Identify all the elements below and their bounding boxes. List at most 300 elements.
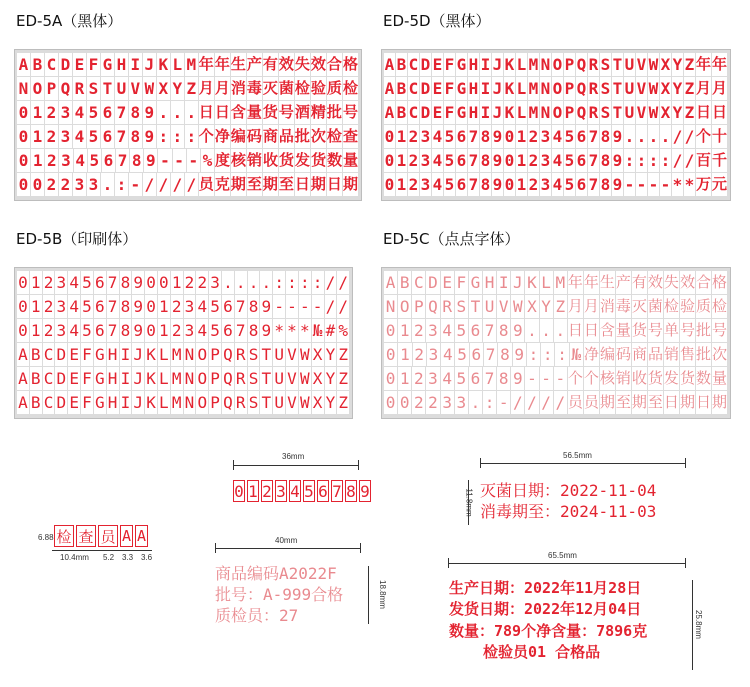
ed5b-glyph-cell: 2 xyxy=(43,319,55,342)
ed5d-glyph-cell: G xyxy=(456,101,467,124)
ed5d-glyph-cell: E xyxy=(432,101,443,124)
inspector-strip xyxy=(54,525,150,547)
inspector-box: 检 xyxy=(54,525,74,547)
ed5b-glyph-cell: W xyxy=(299,391,311,414)
ed5a-glyph-cell: 酒 xyxy=(295,101,310,124)
ed5b-glyph-cell: W xyxy=(299,367,311,390)
ed5a-glyph-cell: 查 xyxy=(343,125,358,148)
ed5c-glyph-cell: 2 xyxy=(412,367,425,390)
ed5c-glyph-cell: T xyxy=(469,295,482,318)
ed5a-glyph-cell: 消 xyxy=(231,77,246,100)
ed5b-glyph-cell: 3 xyxy=(184,319,196,342)
digit-box: 0 xyxy=(234,481,244,501)
ed5b-glyph-cell: % xyxy=(337,319,349,342)
inspector-box: 查 xyxy=(76,525,96,547)
ed5d-glyph-cell: V xyxy=(636,77,647,100)
ed5b-glyph-cell: Z xyxy=(337,367,349,390)
ed5a-glyph-cell: 期 xyxy=(343,173,358,196)
ed5d-glyph-cell: * xyxy=(684,173,695,196)
ed5d-glyph-cell: 7 xyxy=(588,125,599,148)
ed5c-glyph-cell: : xyxy=(555,343,568,366)
ed5a-glyph-cell: R xyxy=(73,77,86,100)
ed5c-title: ED-5C（点点字体） xyxy=(383,230,520,248)
ed5b-glyph-cell: 0 xyxy=(17,271,29,294)
ed5d-glyph-cell: L xyxy=(516,77,527,100)
ed5a-glyph-cell: 1 xyxy=(31,125,44,148)
ed5b-glyph-cell: A xyxy=(17,391,29,414)
ed5d-glyph-cell: / xyxy=(672,149,683,172)
dim-line-small xyxy=(52,550,152,551)
dim-label-52: 5.2 xyxy=(103,553,115,562)
ed5a-glyph-cell: 格 xyxy=(343,53,358,76)
ed5a-glyph-cell: 7 xyxy=(116,149,129,172)
ed5b-glyph-cell: D xyxy=(55,343,67,366)
ed5c-glyph-cell: 期 xyxy=(632,391,647,414)
ed5a-glyph-cell: J xyxy=(143,53,156,76)
ed5a-glyph-cell: - xyxy=(158,149,171,172)
ed5b-glyph-cell: 1 xyxy=(30,295,42,318)
ed5c-glyph-cell: 灭 xyxy=(632,295,647,318)
ed5b-glyph-cell: 3 xyxy=(55,319,67,342)
ed5d-glyph-cell: 8 xyxy=(480,173,491,196)
ed5a-glyph-cell: : xyxy=(157,125,170,148)
ed5c-glyph-cell: 3 xyxy=(441,391,454,414)
ed5d-glyph-cell: 0 xyxy=(384,173,395,196)
ed5a-glyph-cell: M xyxy=(185,53,198,76)
ed5d-glyph-cell: J xyxy=(492,77,503,100)
ed5c-glyph-cell: 效 xyxy=(680,271,695,294)
ed5c-glyph-cell: 检 xyxy=(664,295,679,318)
ed5b-glyph-cell: 3 xyxy=(184,295,196,318)
ed5d-font-panel xyxy=(381,49,731,201)
ed5a-glyph-cell: 0 xyxy=(17,149,30,172)
ed5c-glyph-cell: C xyxy=(412,271,425,294)
ed5c-glyph-cell: 含 xyxy=(600,319,615,342)
ed5d-glyph-cell: 3 xyxy=(420,125,431,148)
dim-label-40: 40mm xyxy=(275,536,298,545)
ed5b-glyph-cell: 2 xyxy=(171,319,183,342)
ed5c-glyph-cell: 0 xyxy=(384,367,397,390)
ed5d-glyph-cell: U xyxy=(624,77,635,100)
ed5b-glyph-cell: 5 xyxy=(81,295,93,318)
ed5b-glyph-cell: A xyxy=(17,343,29,366)
ed5b-glyph-cell: P xyxy=(209,367,221,390)
ed5a-glyph-cell: 2 xyxy=(45,125,58,148)
ed5d-glyph-cell: 个 xyxy=(696,125,711,148)
ed5b-glyph-cell: 2 xyxy=(171,295,183,318)
ed5c-glyph-cell: : xyxy=(527,343,540,366)
sample-655-line-3: 数量：789个净含量：7896克 xyxy=(449,621,648,640)
ed5d-glyph-cell: 5 xyxy=(564,173,575,196)
ed5b-glyph-cell: - xyxy=(312,295,324,318)
ed5c-row xyxy=(384,391,728,414)
ed5d-glyph-cell: 4 xyxy=(552,149,563,172)
ed5b-glyph-cell: 4 xyxy=(68,271,80,294)
ed5b-glyph-cell: S xyxy=(248,391,260,414)
ed5c-glyph-cell: 菌 xyxy=(648,295,663,318)
ed5c-glyph-cell: - xyxy=(554,367,567,390)
ed5d-glyph-cell: I xyxy=(480,101,491,124)
ed5b-glyph-cell: G xyxy=(94,391,106,414)
ed5a-glyph-cell: 灭 xyxy=(263,77,278,100)
ed5a-glyph-cell: 7 xyxy=(115,101,128,124)
ed5c-glyph-cell: 8 xyxy=(497,319,510,342)
ed5a-glyph-cell: 量 xyxy=(343,149,358,172)
ed5d-glyph-cell: * xyxy=(672,173,683,196)
dim-line-655 xyxy=(448,563,685,564)
ed5d-glyph-cell: . xyxy=(624,125,635,148)
ed5c-glyph-cell: 3 xyxy=(426,319,439,342)
ed5b-glyph-cell: * xyxy=(273,319,285,342)
ed5d-glyph-cell: P xyxy=(564,77,575,100)
digit-box: 7 xyxy=(332,481,342,501)
ed5b-glyph-cell: . xyxy=(260,271,272,294)
ed5a-glyph-cell: 月 xyxy=(199,77,214,100)
ed5d-glyph-cell: - xyxy=(648,173,659,196)
ed5a-glyph-cell: . xyxy=(185,101,198,124)
sample-40mm xyxy=(215,564,343,626)
ed5d-glyph-cell: T xyxy=(612,53,623,76)
ed5a-glyph-cell: Q xyxy=(59,77,72,100)
ed5a-glyph-cell: 3 xyxy=(59,101,72,124)
ed5d-glyph-cell: K xyxy=(504,53,515,76)
dim-label-258: 25.8mm xyxy=(693,610,703,639)
ed5a-title: ED-5A（黑体） xyxy=(16,12,123,30)
dim-tick xyxy=(358,460,359,470)
ed5b-glyph-cell: 9 xyxy=(132,295,144,318)
ed5d-glyph-cell: 4 xyxy=(432,149,443,172)
ed5b-glyph-cell: R xyxy=(235,391,247,414)
ed5d-glyph-cell: B xyxy=(396,53,407,76)
inspector-box: A xyxy=(121,527,132,545)
ed5d-glyph-cell: T xyxy=(612,101,623,124)
ed5b-glyph-cell: 8 xyxy=(120,295,132,318)
ed5c-glyph-cell: X xyxy=(525,295,538,318)
ed5c-glyph-cell: . xyxy=(525,319,538,342)
ed5c-glyph-cell: U xyxy=(483,295,496,318)
ed5d-title: ED-5D（黑体） xyxy=(383,12,491,30)
ed5a-font-panel xyxy=(14,49,362,201)
sample-40-line-1: 商品编码A2022F xyxy=(215,564,337,583)
ed5c-glyph-cell: 有 xyxy=(632,271,647,294)
dim-line-40 xyxy=(215,548,360,549)
ed5d-glyph-cell: A xyxy=(384,53,395,76)
digit-box: 3 xyxy=(276,481,286,501)
ed5c-glyph-cell: 毒 xyxy=(616,295,631,318)
dim-label-688: 6.88 xyxy=(38,533,54,542)
ed5d-glyph-cell: C xyxy=(408,53,419,76)
ed5a-glyph-cell: 9 xyxy=(143,101,156,124)
ed5b-glyph-cell: F xyxy=(81,343,93,366)
ed5b-glyph-cell: K xyxy=(145,343,157,366)
sample-565-line-2: 消毒期至：2024-11-03 xyxy=(480,501,657,521)
ed5d-glyph-cell: Q xyxy=(576,53,587,76)
ed5c-glyph-cell: 数 xyxy=(696,367,711,390)
digit-box: 9 xyxy=(360,481,370,501)
ed5d-glyph-cell: O xyxy=(552,53,563,76)
ed5d-glyph-cell: Q xyxy=(576,101,587,124)
ed5d-glyph-cell: 8 xyxy=(480,149,491,172)
ed5c-glyph-cell: 7 xyxy=(484,343,497,366)
ed5b-glyph-cell: I xyxy=(120,343,132,366)
ed5d-glyph-cell: U xyxy=(624,101,635,124)
ed5b-glyph-cell: K xyxy=(145,367,157,390)
ed5d-glyph-cell: M xyxy=(528,77,539,100)
ed5c-row xyxy=(384,319,728,342)
ed5c-glyph-cell: 销 xyxy=(616,367,631,390)
ed5c-glyph-cell: 号 xyxy=(648,319,663,342)
ed5d-glyph-cell: I xyxy=(480,77,491,100)
sample-40-line-3: 质检员：27 xyxy=(215,605,299,625)
sample-655-line-1: 生产日期：2022年11月28日 xyxy=(449,579,642,597)
ed5d-glyph-cell: 千 xyxy=(712,149,727,172)
ed5b-glyph-cell: Y xyxy=(325,343,337,366)
ed5d-glyph-cell: F xyxy=(444,53,455,76)
dim-label-565: 56.5mm xyxy=(563,451,592,460)
ed5a-glyph-cell: 精 xyxy=(311,101,326,124)
ed5c-glyph-cell: 生 xyxy=(600,271,615,294)
ed5a-glyph-cell: 批 xyxy=(295,125,310,148)
ed5a-glyph-cell: U xyxy=(115,77,128,100)
ed5d-glyph-cell: 月 xyxy=(696,77,711,100)
ed5c-glyph-cell: 7 xyxy=(483,367,496,390)
ed5d-glyph-cell: H xyxy=(468,53,479,76)
ed5c-glyph-cell: V xyxy=(497,295,510,318)
ed5b-glyph-cell: 5 xyxy=(81,319,93,342)
ed5c-glyph-cell: F xyxy=(455,271,468,294)
ed5c-glyph-cell: 号 xyxy=(680,319,695,342)
ed5d-glyph-cell: D xyxy=(420,53,431,76)
ed5c-row xyxy=(384,271,728,294)
ed5d-glyph-cell: 3 xyxy=(540,173,551,196)
ed5c-glyph-cell: 3 xyxy=(426,367,439,390)
ed5b-glyph-cell: P xyxy=(209,391,221,414)
ed5c-glyph-cell: 5 xyxy=(455,343,468,366)
ed5d-glyph-cell: W xyxy=(648,101,659,124)
ed5c-glyph-cell: Q xyxy=(426,295,439,318)
ed5b-glyph-cell: F xyxy=(81,391,93,414)
ed5a-glyph-cell: C xyxy=(45,53,58,76)
ed5b-row xyxy=(17,343,350,366)
ed5c-row xyxy=(384,343,728,366)
ed5a-glyph-cell: 菌 xyxy=(279,77,294,100)
ed5b-glyph-cell: C xyxy=(43,367,55,390)
ed5d-glyph-cell: 4 xyxy=(552,125,563,148)
sample-655-line-2: 发货日期：2022年12月04日 xyxy=(449,600,642,619)
dim-tick xyxy=(480,458,481,468)
ed5a-glyph-cell: 检 xyxy=(295,77,310,100)
ed5c-glyph-cell: 8 xyxy=(497,367,510,390)
ed5b-glyph-cell: I xyxy=(120,391,132,414)
ed5d-glyph-cell: P xyxy=(564,101,575,124)
ed5a-glyph-cell: 克 xyxy=(215,173,230,196)
ed5a-glyph-cell: 量 xyxy=(247,101,262,124)
ed5b-glyph-cell: . xyxy=(222,271,234,294)
inspector-box: A xyxy=(136,527,147,545)
ed5a-glyph-cell: 合 xyxy=(327,53,342,76)
ed5d-glyph-cell: 4 xyxy=(552,173,563,196)
ed5d-glyph-cell: R xyxy=(588,53,599,76)
ed5d-glyph-cell: : xyxy=(636,149,647,172)
ed5d-glyph-cell: X xyxy=(660,53,671,76)
ed5d-glyph-cell: / xyxy=(672,125,683,148)
ed5d-glyph-cell: 7 xyxy=(468,173,479,196)
ed5d-glyph-cell: I xyxy=(480,53,491,76)
ed5a-glyph-cell: 1 xyxy=(31,149,44,172)
ed5a-glyph-cell: 1 xyxy=(31,101,44,124)
ed5a-glyph-cell: 0 xyxy=(17,125,30,148)
ed5b-glyph-cell: 9 xyxy=(132,271,144,294)
ed5d-glyph-cell: Q xyxy=(576,77,587,100)
ed5a-glyph-cell: A xyxy=(17,53,30,76)
ed5a-glyph-cell: / xyxy=(185,173,198,196)
ed5c-glyph-cell: 7 xyxy=(483,319,496,342)
digit-box: 4 xyxy=(290,481,300,501)
ed5a-glyph-cell: 月 xyxy=(215,77,230,100)
ed5c-glyph-cell: 3 xyxy=(427,343,440,366)
ed5d-glyph-cell: 6 xyxy=(456,125,467,148)
ed5c-glyph-cell: 批 xyxy=(696,319,711,342)
ed5a-glyph-cell: 商 xyxy=(263,125,278,148)
ed5a-glyph-cell: - xyxy=(187,149,200,172)
ed5c-glyph-cell: 单 xyxy=(664,319,679,342)
ed5a-glyph-cell: Z xyxy=(185,77,198,100)
digit-box: 1 xyxy=(248,481,258,501)
digit-strip xyxy=(233,480,373,502)
ed5d-glyph-cell: 5 xyxy=(444,125,455,148)
ed5b-glyph-cell: № xyxy=(312,319,324,342)
ed5a-glyph-cell: 号 xyxy=(279,101,294,124)
ed5d-glyph-cell: V xyxy=(636,53,647,76)
ed5c-glyph-cell: 0 xyxy=(384,319,397,342)
ed5a-glyph-cell: 货 xyxy=(263,101,278,124)
ed5b-glyph-cell: . xyxy=(248,271,260,294)
ed5c-glyph-cell: 月 xyxy=(584,295,599,318)
ed5a-glyph-cell: 9 xyxy=(144,149,157,172)
ed5a-glyph-cell: V xyxy=(129,77,142,100)
ed5c-glyph-cell: 商 xyxy=(632,343,647,366)
ed5d-glyph-cell: 0 xyxy=(384,125,395,148)
ed5b-glyph-cell: 0 xyxy=(145,295,157,318)
ed5a-glyph-cell: 次 xyxy=(311,125,326,148)
ed5a-glyph-cell: 产 xyxy=(247,53,262,76)
ed5d-row xyxy=(384,77,728,100)
ed5d-glyph-cell: . xyxy=(636,125,647,148)
ed5a-glyph-cell: 有 xyxy=(263,53,278,76)
ed5d-glyph-cell: 十 xyxy=(712,125,727,148)
ed5d-glyph-cell: . xyxy=(648,125,659,148)
ed5b-glyph-cell: 5 xyxy=(209,319,221,342)
ed5c-glyph-cell: R xyxy=(441,295,454,318)
ed5c-glyph-cell: 9 xyxy=(513,343,526,366)
ed5b-glyph-cell: 8 xyxy=(120,319,132,342)
ed5b-glyph-cell: 5 xyxy=(209,295,221,318)
ed5d-glyph-cell: 6 xyxy=(576,149,587,172)
ed5a-glyph-cell: 3 xyxy=(73,173,86,196)
ed5d-glyph-cell: 2 xyxy=(528,149,539,172)
ed5b-glyph-cell: V xyxy=(286,391,298,414)
ed5b-glyph-cell: X xyxy=(312,391,324,414)
ed5a-glyph-cell: 7 xyxy=(115,125,128,148)
ed5d-glyph-cell: W xyxy=(648,77,659,100)
ed5b-glyph-cell: 5 xyxy=(81,271,93,294)
ed5a-glyph-cell: 日 xyxy=(215,101,230,124)
dim-label-104: 10.4mm xyxy=(60,553,89,562)
ed5c-glyph-cell: A xyxy=(384,271,397,294)
ed5d-glyph-cell: X xyxy=(660,101,671,124)
ed5a-glyph-cell: 收 xyxy=(263,149,278,172)
ed5b-glyph-cell: E xyxy=(68,391,80,414)
ed5c-glyph-cell: 效 xyxy=(648,271,663,294)
ed5d-row xyxy=(384,173,728,196)
dim-line-36 xyxy=(233,465,358,466)
ed5d-glyph-cell: J xyxy=(492,53,503,76)
ed5b-glyph-cell: G xyxy=(94,343,106,366)
ed5b-glyph-cell: H xyxy=(107,391,119,414)
ed5a-glyph-cell: 含 xyxy=(231,101,246,124)
ed5d-glyph-cell: Z xyxy=(684,101,695,124)
ed5d-glyph-cell: 2 xyxy=(528,125,539,148)
ed5d-glyph-cell: D xyxy=(420,77,431,100)
ed5a-glyph-cell: 失 xyxy=(295,53,310,76)
ed5c-glyph-cell: Z xyxy=(554,295,567,318)
ed5a-glyph-cell: N xyxy=(17,77,30,100)
ed5c-glyph-cell: 货 xyxy=(648,367,663,390)
ed5a-glyph-cell: / xyxy=(171,173,184,196)
ed5d-glyph-cell: 4 xyxy=(432,173,443,196)
ed5d-glyph-cell: Z xyxy=(684,53,695,76)
ed5a-glyph-cell: 效 xyxy=(279,53,294,76)
ed5d-glyph-cell: 8 xyxy=(600,173,611,196)
sample-565-line-1: 灭菌日期：2022-11-04 xyxy=(480,481,657,500)
ed5a-glyph-cell: 5 xyxy=(87,125,100,148)
ed5a-glyph-cell: 员 xyxy=(199,173,214,196)
ed5d-row xyxy=(384,125,728,148)
ed5a-glyph-cell: 货 xyxy=(279,149,294,172)
ed5c-glyph-cell: B xyxy=(398,271,411,294)
ed5a-glyph-cell: 2 xyxy=(45,149,58,172)
ed5a-row xyxy=(17,53,359,76)
ed5c-glyph-cell: 销 xyxy=(664,343,679,366)
ed5b-glyph-cell: V xyxy=(286,367,298,390)
ed5b-glyph-cell: 4 xyxy=(196,319,208,342)
ed5b-glyph-cell: V xyxy=(286,343,298,366)
ed5c-glyph-cell: 货 xyxy=(680,367,695,390)
ed5a-glyph-cell: 4 xyxy=(74,149,87,172)
ed5d-glyph-cell: L xyxy=(516,101,527,124)
ed5d-row xyxy=(384,101,728,124)
ed5d-glyph-cell: : xyxy=(648,149,659,172)
ed5b-glyph-cell: 1 xyxy=(171,271,183,294)
ed5d-glyph-cell: 3 xyxy=(420,149,431,172)
ed5b-font-panel xyxy=(14,267,353,419)
ed5c-glyph-cell: 核 xyxy=(600,367,615,390)
ed5d-glyph-cell: / xyxy=(684,125,695,148)
ed5d-glyph-cell: 9 xyxy=(492,173,503,196)
ed5b-glyph-cell: 2 xyxy=(43,271,55,294)
ed5b-glyph-cell: Q xyxy=(222,367,234,390)
ed5d-row xyxy=(384,149,728,172)
ed5c-glyph-cell: 批 xyxy=(696,343,711,366)
ed5b-glyph-cell: R xyxy=(235,343,247,366)
ed5c-glyph-cell: № xyxy=(570,343,583,366)
ed5b-glyph-cell: 0 xyxy=(145,319,157,342)
ed5a-glyph-cell: 净 xyxy=(215,125,230,148)
ed5d-glyph-cell: 3 xyxy=(540,149,551,172)
ed5c-glyph-cell: M xyxy=(554,271,567,294)
ed5b-glyph-cell: 3 xyxy=(55,271,67,294)
ed5c-glyph-cell: 发 xyxy=(664,367,679,390)
